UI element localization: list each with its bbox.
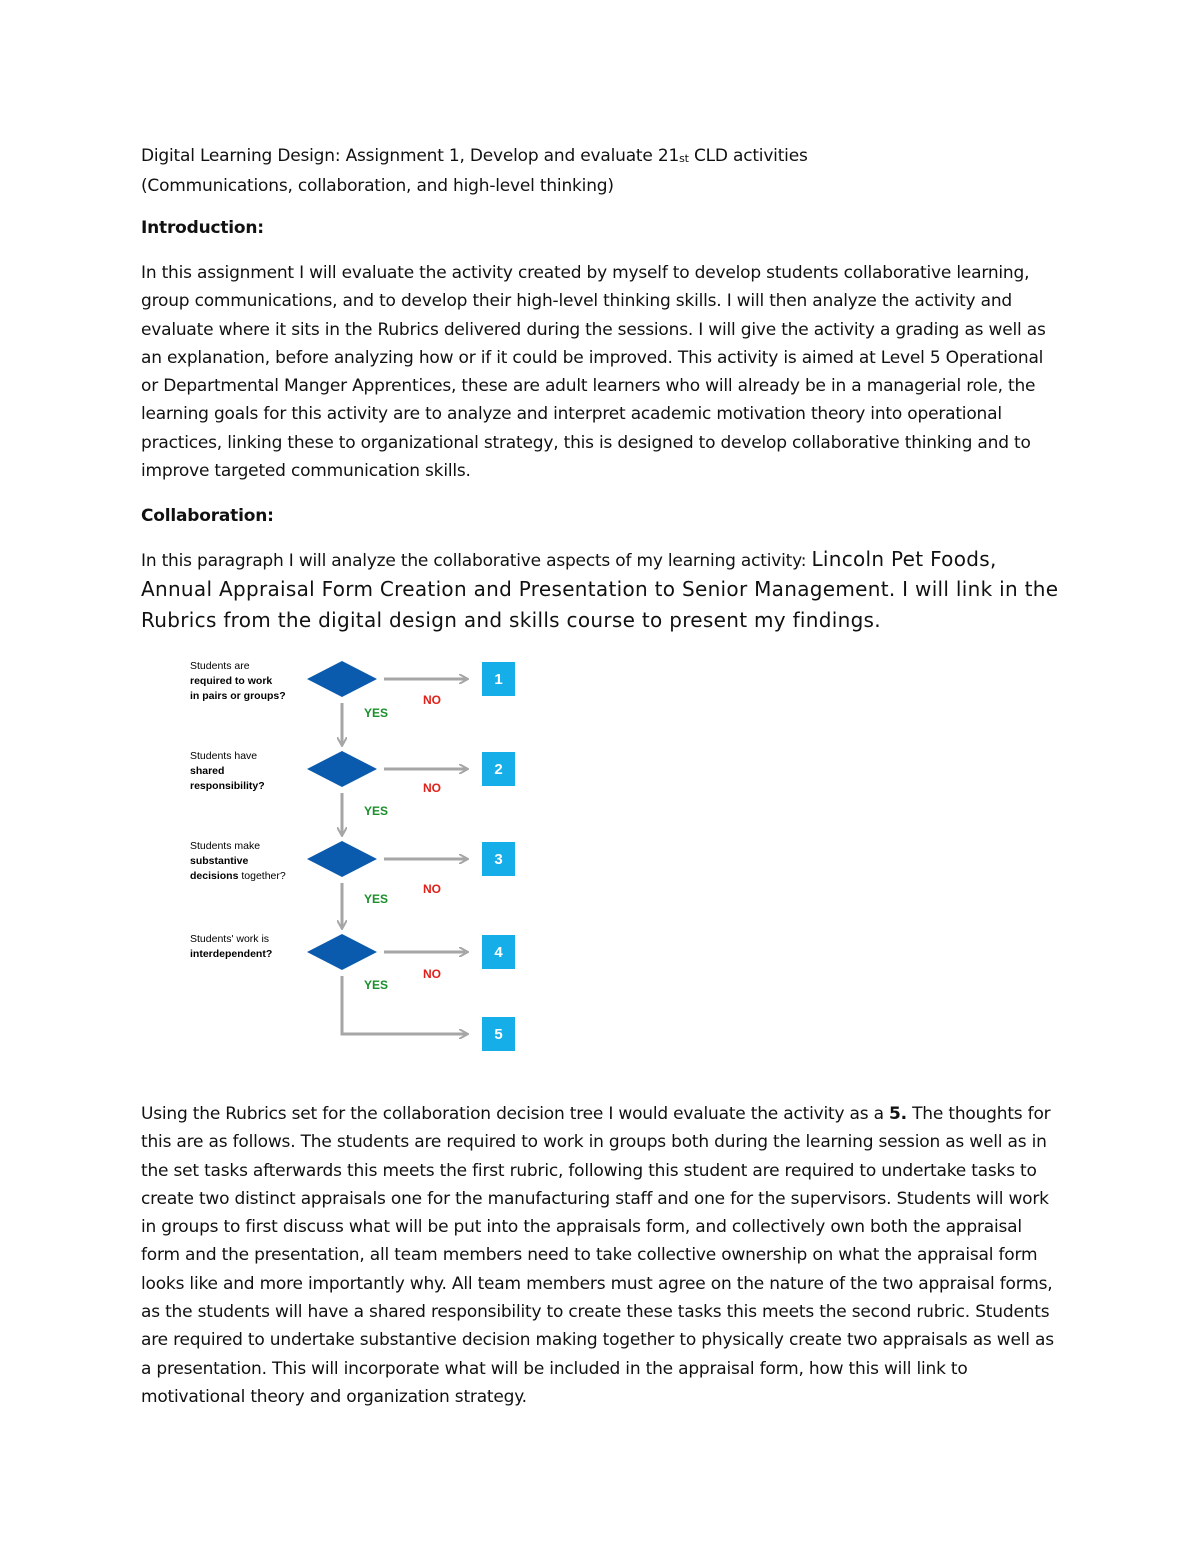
evaluation-lead: Using the Rubrics set for the collaboration decision tree I would evaluate the activity as a — [141, 1104, 890, 1124]
no-label: NO — [423, 967, 441, 981]
yes-label: YES — [363, 804, 389, 818]
title-part: Digital Learning Design: Assignment 1, Develop and evaluate 21 — [141, 146, 680, 166]
outcome-box-3-label: 3 — [494, 851, 503, 868]
yes-arrow-final — [342, 976, 467, 1034]
introduction-heading: Introduction: — [141, 218, 264, 238]
decision-diamond — [307, 934, 377, 970]
document-subtitle: (Communications, collaboration, and high-level thinking) — [141, 176, 614, 197]
decision-diamond — [307, 751, 377, 787]
evaluation-paragraph — [141, 1100, 1061, 1411]
outcome-box-4-label: 4 — [494, 944, 503, 961]
question-text: Students' work is interdependent? — [190, 933, 273, 960]
document-heading — [141, 142, 1061, 201]
evaluation-score: 5. — [889, 1104, 907, 1124]
title-superscript: st — [679, 152, 689, 165]
yes-label: YES — [363, 978, 389, 992]
collaboration-heading: Collaboration: — [141, 506, 274, 526]
no-label: NO — [423, 882, 441, 896]
collaboration-decision-tree — [180, 652, 540, 1057]
question-text: Students make substantive decisions together? — [190, 840, 286, 882]
outcome-box-2-label: 2 — [494, 761, 503, 778]
no-label: NO — [423, 693, 441, 707]
outcome-box-1-label: 1 — [494, 671, 503, 688]
yes-label: YES — [363, 706, 389, 720]
evaluation-body: The thoughts for this are as follows. The students are required to work in groups both during the learning session as well as in the set tasks afterwards this meets the first rubric, following this student are required to undertake tasks to create two distinct appraisals one for the manufacturing staff and one for the supervisors. Students will work in groups to first discuss what will be put into the appraisals form, and collectively own both the appraisal form and the presentation, all team members need to take collective ownership on what the appraisal form looks like and more importantly why. All team members must agree on the nature of the two appraisal forms, as the students will have a shared responsibility to create these tasks this meets the second rubric. Students are required to undertake substantive decision making together to physically create two appraisals as well as a presentation. This will incorporate what will be included in the appraisal form, how this will link to motivational theory and organization strategy. — [141, 1104, 1054, 1407]
collaboration-paragraph — [141, 545, 1061, 636]
yes-label: YES — [363, 892, 389, 906]
decision-diamond — [307, 841, 377, 877]
decision-diamond — [307, 661, 377, 697]
introduction-paragraph: In this assignment I will evaluate the activity created by myself to develop students collaborative learning, group communications, and to develop their high-level thinking skills. I will then analyze the activity and evaluate where it sits in the Rubrics delivered during the sessions. I will give the activity a grading as well as an explanation, before analyzing how or if it could be improved. This activity is aimed at Level 5 Operational or Departmental Manger Apprentices, these are adult learners who will already be in a managerial role, the learning goals for this activity are to analyze and interpret academic motivation theory into operational practices, linking these to organizational strategy, this is designed to develop collaborative thinking and to improve targeted communication skills. — [141, 263, 1046, 482]
no-label: NO — [423, 781, 441, 795]
title-part: CLD activities — [688, 146, 808, 166]
collaboration-lead: In this paragraph I will analyze the collaborative aspects of my learning activity: — [141, 551, 812, 571]
activity-title: Lincoln Pet Foods, Annual Appraisal Form Creation and Presentation to Senior Management. I will link in the Rubrics from the digital design and skills course to present my findings. — [141, 547, 1059, 632]
question-text: Students are required to work in pairs or groups? — [190, 660, 286, 702]
outcome-box-5-label: 5 — [494, 1026, 503, 1043]
document-title — [141, 142, 1061, 172]
question-text: Students have shared responsibility? — [190, 750, 265, 792]
